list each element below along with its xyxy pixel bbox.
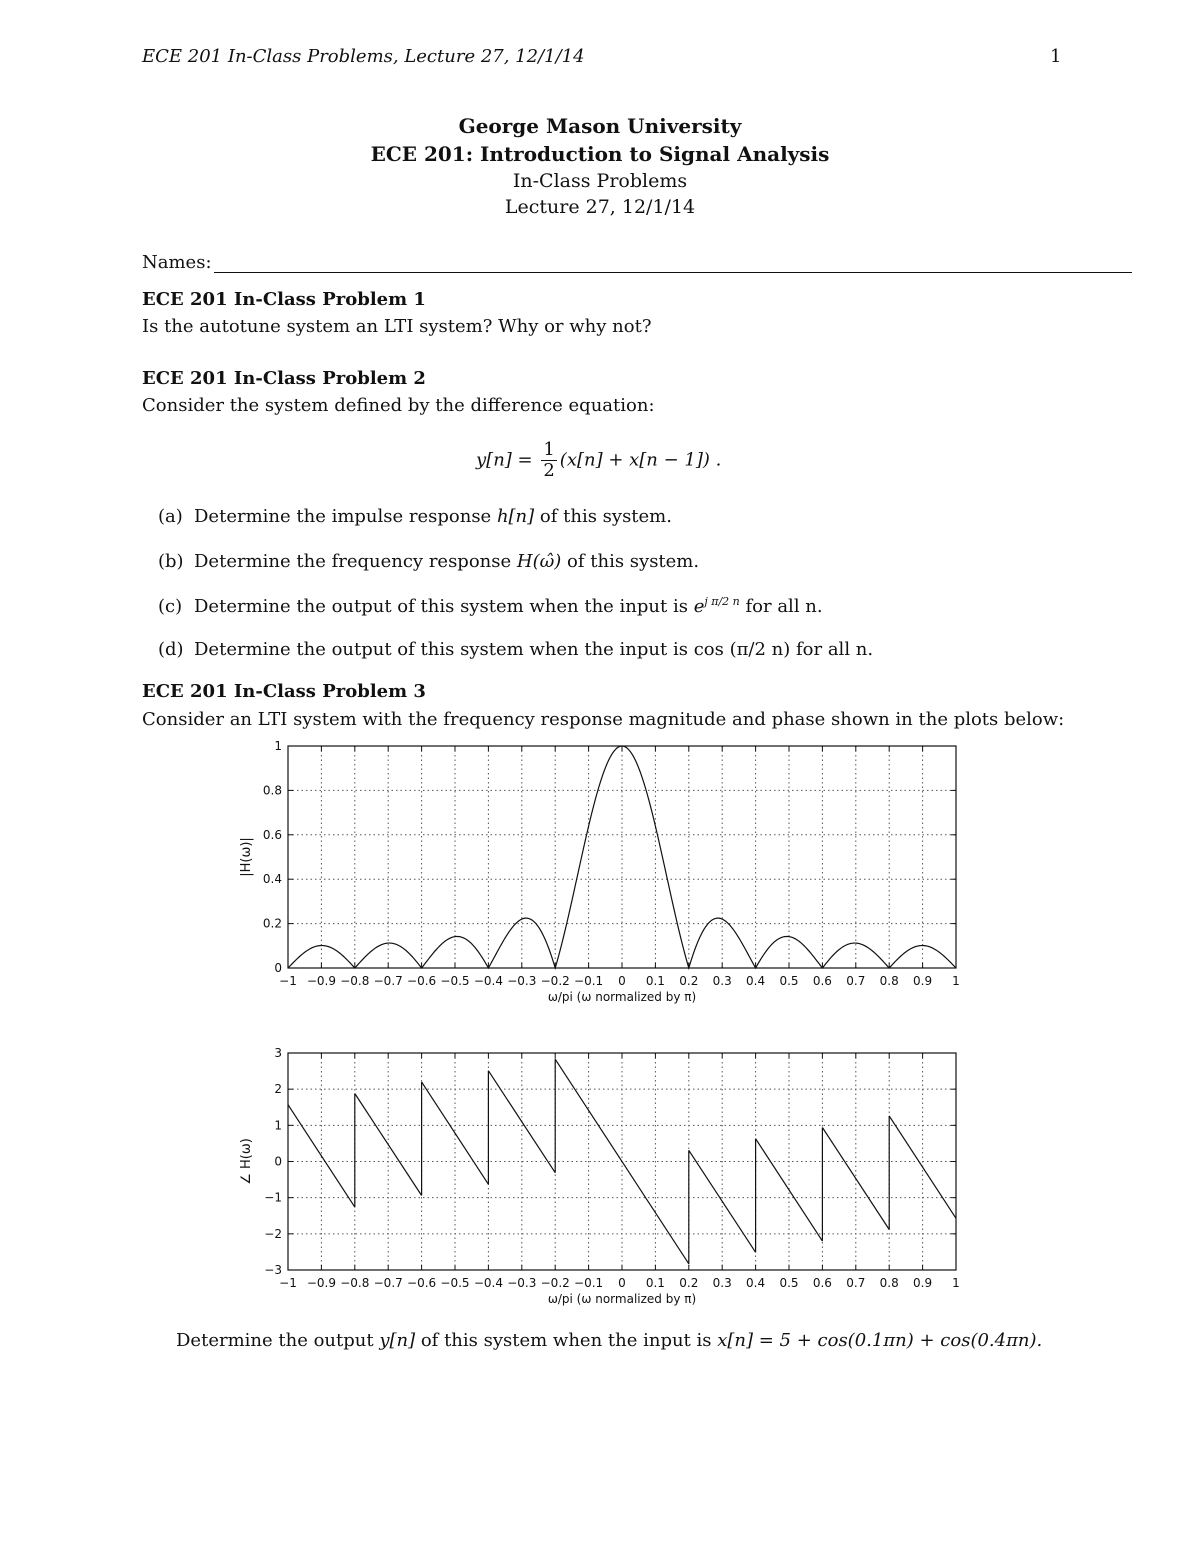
question-text: Determine the output — [176, 1330, 380, 1351]
question-math-input: x[n] = 5 + cos(0.1πn) + cos(0.4πn). — [717, 1330, 1043, 1351]
page-number: 1 — [1050, 46, 1062, 67]
y-tick-label: 0 — [274, 1154, 282, 1169]
y-tick-label: 1 — [274, 1118, 282, 1133]
fraction-denominator: 2 — [543, 460, 555, 481]
fraction-numerator: 1 — [543, 439, 555, 460]
y-tick-label: 0 — [274, 961, 282, 975]
x-tick-label: 0.1 — [645, 974, 665, 988]
magnitude-series-line — [288, 746, 956, 968]
item-text-post: for all n. — [790, 639, 874, 660]
plot-frame — [288, 746, 956, 968]
y-tick-label: 0.8 — [262, 783, 282, 798]
lecture-info: Lecture 27, 12/1/14 — [504, 196, 696, 218]
x-tick-label: −0.2 — [540, 1276, 570, 1290]
question-math-output: y[n] — [379, 1330, 416, 1351]
x-tick-label: −0.8 — [340, 1276, 370, 1290]
item-text-post: of this system. — [534, 506, 672, 527]
y-tick-label: −2 — [264, 1226, 282, 1241]
phase-segment — [422, 1082, 489, 1184]
university-title: George Mason University — [458, 114, 742, 138]
x-tick-label: −1 — [279, 1276, 297, 1290]
item-text-post: of this system. — [561, 551, 700, 572]
page-header: ECE 201 In-Class Problems, Lecture 27, 12/1/14 — [142, 46, 585, 67]
x-tick-label: −0.7 — [373, 1276, 403, 1290]
x-tick-label: −0.8 — [340, 974, 370, 988]
item-math: e — [693, 596, 705, 617]
y-tick-label: 1 — [274, 739, 282, 753]
item-math: H(ω̂) — [516, 551, 562, 572]
x-tick-label: 1 — [952, 974, 960, 988]
x-tick-label: 0.8 — [879, 974, 899, 988]
magnitude-plot — [239, 739, 960, 1004]
item-text-post: for all n. — [739, 596, 823, 617]
x-tick-label: −0.1 — [574, 1276, 604, 1290]
y-axis-label: |H(ω)| — [239, 837, 254, 877]
x-axis-label: ω/pi (ω normalized by π) — [547, 990, 697, 1004]
item-text: Determine the frequency response — [194, 551, 517, 572]
subtitle: In-Class Problems — [512, 170, 688, 192]
names-label: Names: — [142, 252, 212, 273]
x-tick-label: 0.7 — [846, 1276, 866, 1290]
item-label: (c) — [158, 596, 183, 617]
x-axis-label: ω/pi (ω normalized by π) — [547, 1292, 697, 1306]
x-tick-label: 0.9 — [913, 974, 933, 988]
x-tick-label: 0.2 — [679, 974, 699, 988]
course-title: ECE 201: Introduction to Signal Analysis — [370, 142, 830, 166]
phase-segment — [822, 1128, 889, 1230]
question-text-mid: of this system when the input is — [415, 1330, 718, 1351]
item-text: Determine the output of this system when the input is — [194, 596, 694, 617]
phase-plot — [239, 1046, 960, 1306]
x-tick-label: −1 — [279, 974, 297, 988]
x-tick-label: −0.6 — [407, 1276, 437, 1290]
problem3-question — [176, 1330, 1042, 1351]
x-tick-label: −0.4 — [473, 974, 503, 988]
item-label: (b) — [158, 551, 184, 572]
equation-rhs: (x[n] + x[n − 1]) . — [559, 449, 722, 471]
x-tick-label: −0.7 — [373, 974, 403, 988]
y-tick-label: −1 — [264, 1190, 282, 1205]
y-tick-label: 3 — [274, 1046, 282, 1060]
item-label: (a) — [158, 506, 183, 527]
y-tick-label: 0.4 — [262, 872, 282, 887]
x-tick-label: 1 — [952, 1276, 960, 1290]
x-tick-label: −0.5 — [440, 974, 470, 988]
item-math: cos (π/2 n) — [693, 639, 791, 660]
y-tick-label: 0.2 — [262, 916, 282, 931]
item-text: Determine the impulse response — [194, 506, 497, 527]
problem1-text: Is the autotune system an LTI system? Why or why not? — [142, 316, 652, 337]
x-tick-label: 0.6 — [812, 1276, 832, 1290]
y-axis-label: ∠ H(ω) — [239, 1138, 254, 1185]
x-tick-label: 0.3 — [712, 1276, 732, 1290]
y-tick-label: 0.6 — [262, 827, 282, 842]
phase-segment — [288, 1105, 355, 1207]
y-tick-label: −3 — [264, 1263, 282, 1277]
x-tick-label: 0.4 — [746, 1276, 766, 1290]
x-tick-label: −0.3 — [507, 1276, 537, 1290]
x-tick-label: 0.5 — [779, 1276, 799, 1290]
y-tick-label: 2 — [274, 1082, 282, 1097]
problem3-heading: ECE 201 In-Class Problem 3 — [142, 681, 426, 702]
problem1-heading: ECE 201 In-Class Problem 1 — [142, 289, 426, 310]
x-tick-label: 0.8 — [879, 1276, 899, 1290]
problem3-text: Consider an LTI system with the frequency response magnitude and phase shown in the plots below: — [142, 709, 1065, 730]
x-tick-label: 0.1 — [645, 1276, 665, 1290]
x-tick-label: 0.3 — [712, 974, 732, 988]
equation-lhs: y[n] = — [476, 449, 539, 471]
x-tick-label: 0.9 — [913, 1276, 933, 1290]
x-tick-label: 0 — [618, 974, 626, 988]
problem2-text: Consider the system defined by the difference equation: — [142, 395, 655, 416]
x-tick-label: −0.1 — [574, 974, 604, 988]
item-superscript: j π/2 n — [704, 595, 740, 608]
x-tick-label: −0.6 — [407, 974, 437, 988]
item-text: Determine the output of this system when the input is — [194, 639, 694, 660]
x-tick-label: 0 — [618, 1276, 626, 1290]
x-tick-label: 0.2 — [679, 1276, 699, 1290]
problem2-heading: ECE 201 In-Class Problem 2 — [142, 368, 426, 389]
x-tick-label: −0.9 — [306, 1276, 336, 1290]
item-math: h[n] — [496, 506, 535, 527]
x-tick-label: 0.5 — [779, 974, 799, 988]
x-tick-label: −0.9 — [306, 974, 336, 988]
x-tick-label: −0.3 — [507, 974, 537, 988]
x-tick-label: −0.4 — [473, 1276, 503, 1290]
x-tick-label: 0.7 — [846, 974, 866, 988]
x-tick-label: 0.6 — [812, 974, 832, 988]
item-label: (d) — [158, 639, 184, 660]
x-tick-label: −0.2 — [540, 974, 570, 988]
phase-segment — [756, 1139, 823, 1241]
x-tick-label: −0.5 — [440, 1276, 470, 1290]
x-tick-label: 0.4 — [746, 974, 766, 988]
